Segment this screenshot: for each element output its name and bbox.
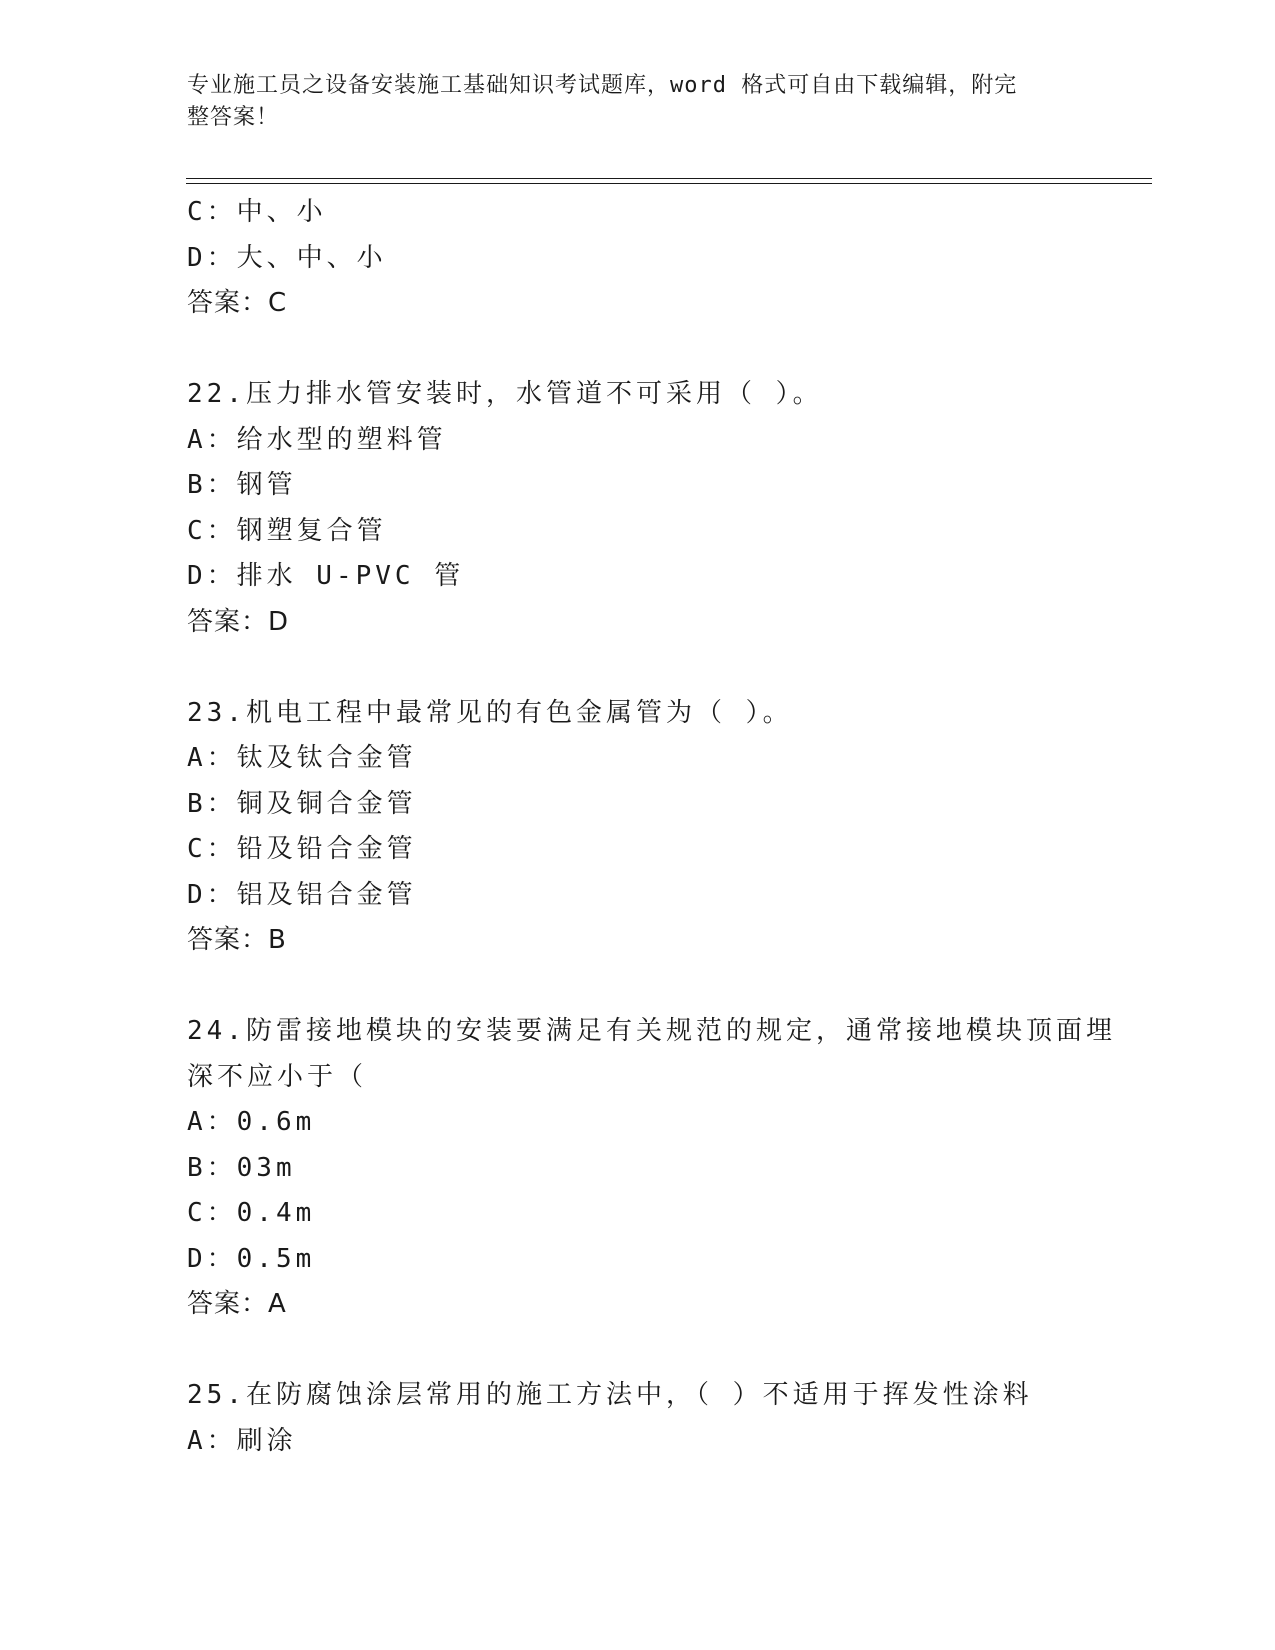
q22-option-b: B：钢管 [187, 470, 297, 500]
question-list [187, 190, 1116, 1464]
q25-option-a: A：刷涂 [187, 1425, 297, 1456]
q22-question: 22.压力排水管安装时，水管道不可采用（ ）。 [187, 379, 823, 409]
document-header [187, 70, 1087, 134]
q24-question-line-1: 24.防雷接地模块的安装要满足有关规范的规定，通常接地模块顶面埋 [187, 1016, 1116, 1046]
q24-answer: 答案：A [187, 1289, 287, 1319]
q23-option-d: D：铝及铝合金管 [187, 879, 417, 910]
spacer [187, 964, 1087, 1010]
header-divider-top [186, 178, 1152, 179]
q22-option-d: D：排水 U-PVC 管 [187, 561, 465, 591]
q21-option-c: C：中、小 [187, 197, 327, 227]
q21-option-d: D：大、中、小 [187, 242, 387, 273]
q23-answer: 答案：B [187, 925, 287, 955]
q23-question: 23.机电工程中最常见的有色金属管为（ ）。 [187, 697, 793, 728]
q22-option-a: A：给水型的塑料管 [187, 424, 447, 455]
q22-answer: 答案：D [187, 606, 290, 637]
q24-option-b: B：03m [187, 1152, 296, 1183]
header-title-line-2: 整答案！ [187, 105, 280, 130]
q24-option-c: C：0.4m [187, 1198, 316, 1228]
q22-option-c: C：钢塑复合管 [187, 515, 387, 546]
spacer [187, 645, 1087, 691]
spacer [187, 1328, 1087, 1374]
header-title-line-1: 专业施工员之设备安装施工基础知识考试题库，word 格式可自由下载编辑，附完 [187, 73, 1018, 98]
q25-question: 25.在防腐蚀涂层常用的施工方法中，（ ）不适用于挥发性涂料 [187, 1380, 1033, 1410]
spacer [187, 327, 1087, 373]
q23-option-b: B：铜及铜合金管 [187, 788, 417, 819]
q21-answer: 答案：C [187, 288, 288, 318]
q24-question-line-2: 深不应小于（ [187, 1061, 368, 1092]
header-divider-bottom [186, 183, 1152, 184]
q24-option-a: A：0.6m [187, 1107, 316, 1137]
q23-option-c: C：铅及铅合金管 [187, 834, 417, 864]
q23-option-a: A：钛及钛合金管 [187, 743, 417, 773]
q24-option-d: D：0.5m [187, 1243, 316, 1274]
